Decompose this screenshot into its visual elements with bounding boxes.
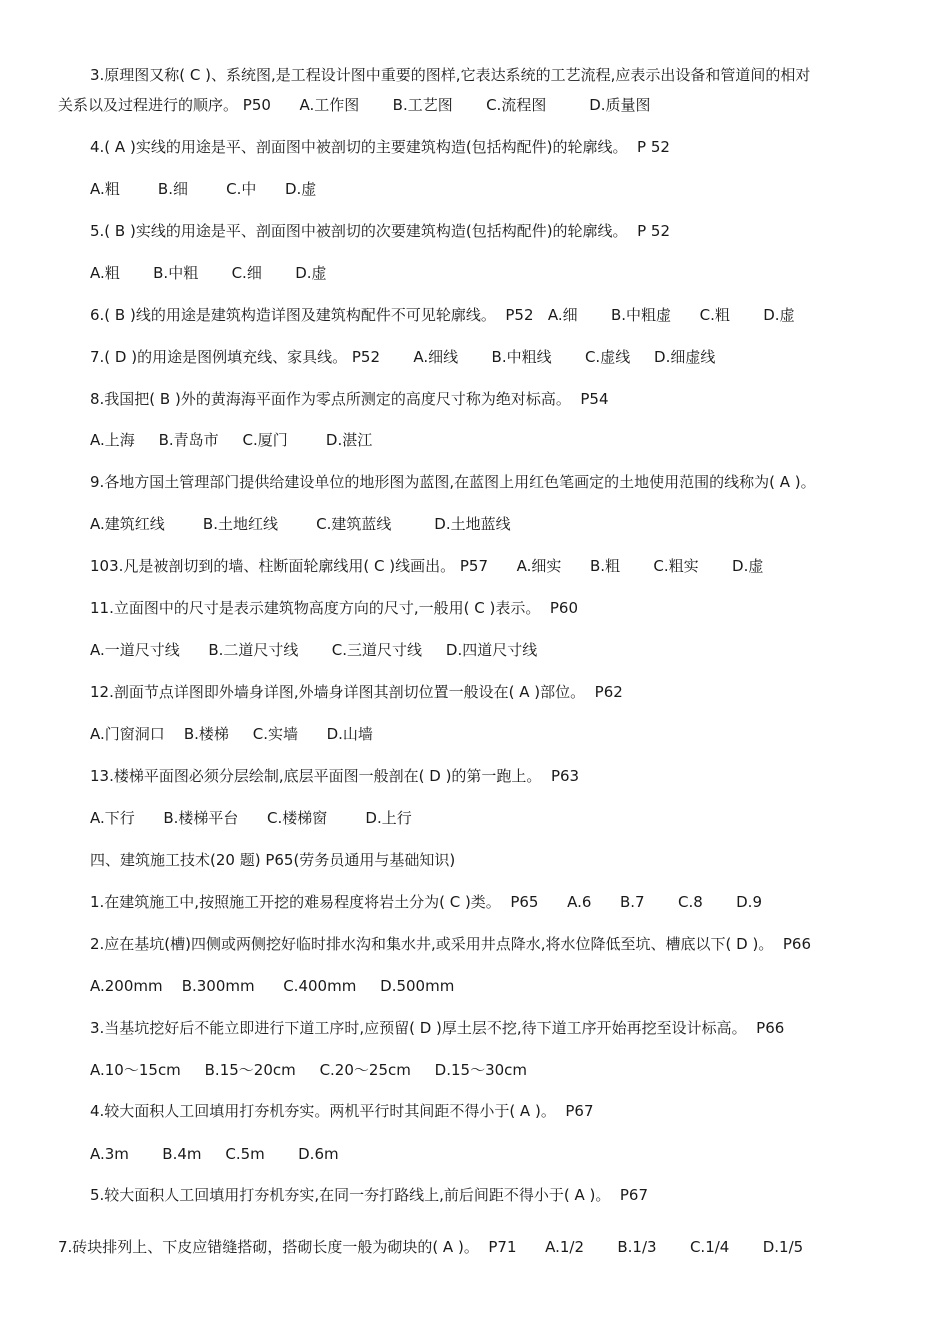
text-line: 13.楼梯平面图必须分层绘制,底层平面图一般剖在( D )的第一跑上。 P63 <box>90 767 580 785</box>
text-line: 6.( B )线的用途是建筑构造详图及建筑构配件不可见轮廓线。 P52 A.细 B.中粗虚 C.粗 D.虚 <box>90 306 795 324</box>
text-line: A.建筑红线 B.土地红线 C.建筑蓝线 D.土地蓝线 <box>90 515 511 533</box>
text-line: 8.我国把( B )外的黄海海平面作为零点所测定的高度尺寸称为绝对标高。 P54 <box>90 390 609 408</box>
text-line: A.粗 B.中粗 C.细 D.虚 <box>90 264 327 282</box>
text-line: 103.凡是被剖切到的墙、柱断面轮廓线用( C )线画出。 P57 A.细实 B.粗 C.粗实 D.虚 <box>90 557 764 575</box>
text-line: A.门窗洞口 B.楼梯 C.实墙 D.山墙 <box>90 725 373 743</box>
section-heading: 四、建筑施工技术(20 题) P65(劳务员通用与基础知识) <box>90 851 456 869</box>
text-line: 2.应在基坑(槽)四侧或两侧挖好临时排水沟和集水井,或采用井点降水,将水位降低至坑、槽底以下( D )。 P66 <box>90 935 812 953</box>
text-line: 4.( A )实线的用途是平、剖面图中被剖切的主要建筑构造(包括构配件)的轮廓线。 P 52 <box>90 138 670 156</box>
text-line: 3.原理图又称( C )、系统图,是工程设计图中重要的图样,它表达系统的工艺流程,应表示出设备和管道间的相对 <box>90 66 811 84</box>
text-line: A.粗 B.细 C.中 D.虚 <box>90 180 317 198</box>
text-line: 11.立面图中的尺寸是表示建筑物高度方向的尺寸,一般用( C )表示。 P60 <box>90 599 579 617</box>
text-line: 1.在建筑施工中,按照施工开挖的难易程度将岩土分为( C )类。 P65 A.6 B.7 C.8 D.9 <box>90 893 762 911</box>
text-line: 4.较大面积人工回填用打夯机夯实。两机平行时其间距不得小于( A )。 P67 <box>90 1102 594 1120</box>
text-line: 12.剖面节点详图即外墙身详图,外墙身详图其剖切位置一般设在( A )部位。 P62 <box>90 683 623 701</box>
text-line: 9.各地方国土管理部门提供给建设单位的地形图为蓝图,在蓝图上用红色笔画定的土地使用范围的线称为( A )。 <box>90 473 816 491</box>
text-line: 7.砖块排列上、下皮应错缝搭砌，搭砌长度一般为砌块的( A )。 P71 A.1/2 B.1/3 C.1/4 D.1/5 <box>58 1238 804 1256</box>
text-line: 7.( D )的用途是图例填充线、家具线。 P52 A.细线 B.中粗线 C.虚线 D.细虚线 <box>90 348 716 366</box>
text-line: A.3m B.4m C.5m D.6m <box>90 1145 339 1163</box>
text-line: A.上海 B.青岛市 C.厦门 D.湛江 <box>90 431 373 449</box>
text-line: 5.( B )实线的用途是平、剖面图中被剖切的次要建筑构造(包括构配件)的轮廓线。 P 52 <box>90 222 670 240</box>
text-line: A.一道尺寸线 B.二道尺寸线 C.三道尺寸线 D.四道尺寸线 <box>90 641 538 659</box>
text-line: A.10～15cm B.15～20cm C.20～25cm D.15～30cm <box>90 1061 528 1079</box>
text-line: 关系以及过程进行的顺序。 P50 A.工作图 B.工艺图 C.流程图 D.质量图 <box>58 96 651 114</box>
text-line: A.200mm B.300mm C.400mm D.500mm <box>90 977 455 995</box>
text-line: 5.较大面积人工回填用打夯机夯实,在同一夯打路线上,前后间距不得小于( A )。 P67 <box>90 1186 649 1204</box>
text-line: 3.当基坑挖好后不能立即进行下道工序时,应预留( D )厚土层不挖,待下道工序开始再挖至设计标高。 P66 <box>90 1019 785 1037</box>
text-line: A.下行 B.楼梯平台 C.楼梯窗 D.上行 <box>90 809 412 827</box>
